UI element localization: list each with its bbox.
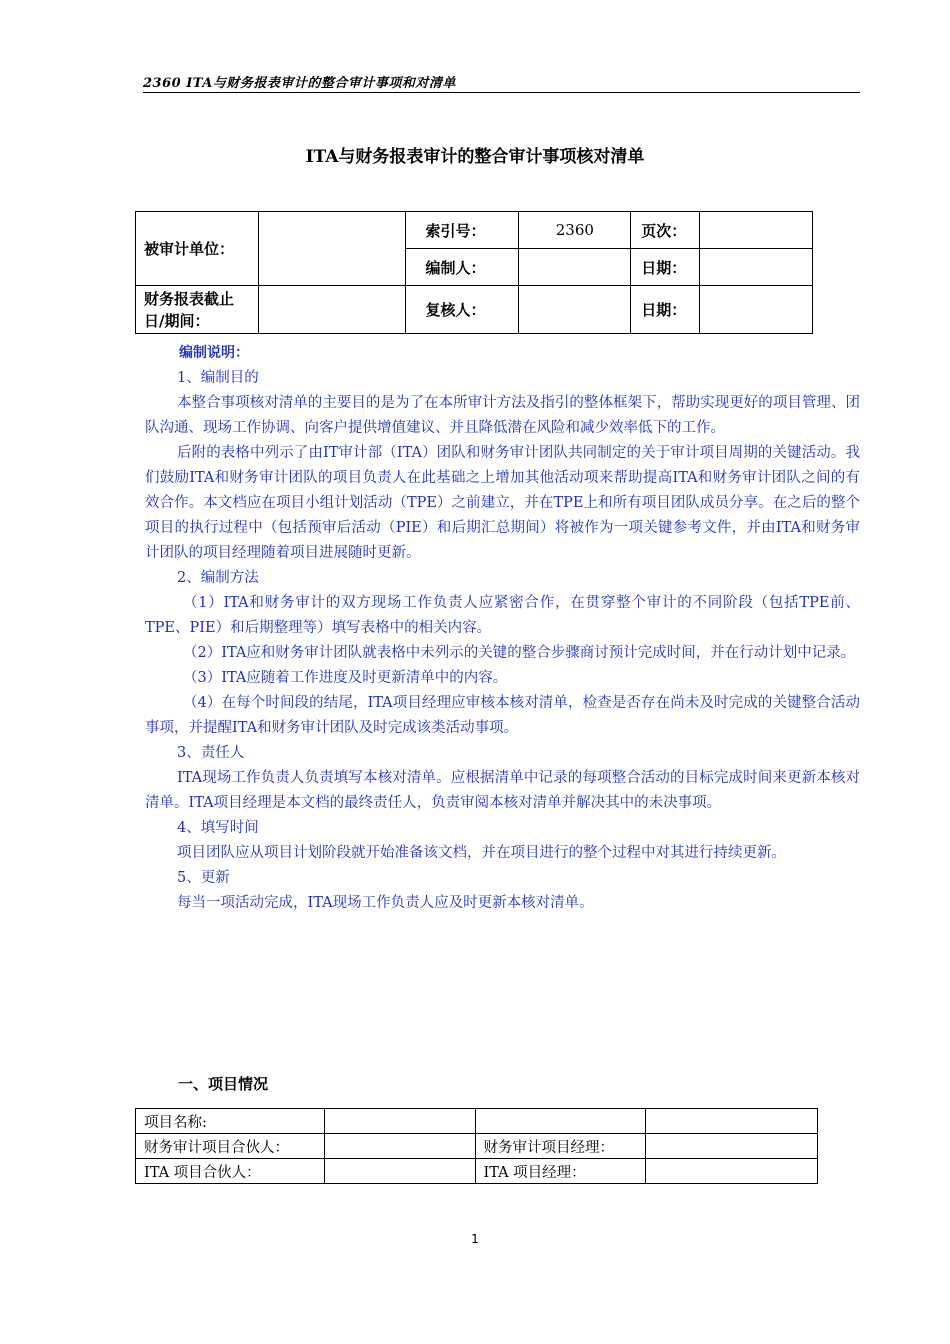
empty-cell[interactable] <box>475 1109 646 1134</box>
section-5-paragraph: 每当一项活动完成，ITA现场工作负责人应及时更新本核对清单。 <box>177 895 594 911</box>
preparer-label: 编制人： <box>405 249 519 286</box>
prepared-date-label: 日期： <box>631 249 700 286</box>
instructions-heading: 编制说明： <box>179 345 249 361</box>
section-2-title: 2、编制方法 <box>177 570 259 586</box>
ita-manager-label: ITA 项目经理： <box>475 1159 646 1184</box>
section-4-title: 4、填写时间 <box>177 820 259 836</box>
index-value: 2360 <box>519 212 631 249</box>
section-2-item-2: （2）ITA应和财务审计团队就表格中未列示的关键的整合步骤商讨预计完成时间，并在行动计划中记录。 <box>183 645 856 661</box>
empty-cell[interactable] <box>646 1109 818 1134</box>
fin-partner-value[interactable] <box>324 1134 475 1159</box>
section-3-paragraph: ITA现场工作负责人负责填写本核对清单。应根据清单中记录的每项整合活动的目标完成时间来更新本核对清单。ITA项目经理是本文档的最终责任人，负责审阅本核对清单并解决其中的未决事项。 <box>145 770 860 811</box>
project-info-table <box>135 1108 818 1184</box>
section-2-item-3: （3）ITA应随着工作进度及时更新清单中的内容。 <box>183 670 508 686</box>
section-1-paragraph-2: 后附的表格中列示了由IT审计部（ITA）团队和财务审计团队共同制定的关于审计项目周期的关键活动。我们鼓励ITA和财务审计团队的项目负责人在此基础之上增加其他活动项来帮助提高ITA和财务审计团队之间的有效合作。本文档应在项目小组计划活动（TPE）之前建立，并在TPE上和所有项目团队成员分享。在之后的整个项目的执行过程中（包括预审后活动（PIE）和后期汇总期间）将被作为一项关键参考文件，并由ITA和财务审计团队的项目经理随着项目进展随时更新。 <box>145 445 860 561</box>
audit-info-table <box>135 211 813 334</box>
page-label: 页次： <box>631 212 700 249</box>
index-label: 索引号： <box>405 212 519 249</box>
section-2-item-4: （4）在每个时间段的结尾，ITA项目经理应审核本核对清单，检查是否存在尚未及时完成的关键整合活动事项，并提醒ITA和财务审计团队及时完成该类活动事项。 <box>145 695 860 736</box>
instructions-section <box>145 341 860 916</box>
section-2-item-1: （1）ITA和财务审计的双方现场工作负责人应紧密合作，在贯穿整个审计的不同阶段（包括TPE前、TPE、PIE）和后期整理等）填写表格中的相关内容。 <box>145 595 860 636</box>
fin-manager-value[interactable] <box>646 1134 818 1159</box>
project-name-value[interactable] <box>324 1109 475 1134</box>
fin-partner-label: 财务审计项目合伙人： <box>136 1134 325 1159</box>
page-value[interactable] <box>700 212 813 249</box>
section-4-paragraph: 项目团队应从项目计划阶段就开始准备该文档，并在项目进行的整个过程中对其进行持续更新。 <box>177 845 786 861</box>
section-1-title: 1、编制目的 <box>177 370 259 386</box>
auditee-value[interactable] <box>258 212 405 286</box>
section-1-paragraph-1: 本整合事项核对清单的主要目的是为了在本所审计方法及指引的整体框架下，帮助实现更好的项目管理、团队沟通、现场工作协调、向客户提供增值建议、并且降低潜在风险和减少效率低下的工作。 <box>145 395 860 436</box>
running-header: 2360 ITA与财务报表审计的整合审计事项和对清单 <box>143 72 860 93</box>
preparer-value[interactable] <box>519 249 631 286</box>
section-5-title: 5、更新 <box>177 870 230 886</box>
section-3-title: 3、责任人 <box>177 745 245 761</box>
page-number: 1 <box>471 1232 479 1246</box>
prepared-date-value[interactable] <box>700 249 813 286</box>
auditee-label: 被审计单位： <box>136 212 259 286</box>
project-name-label: 项目名称: <box>136 1109 325 1134</box>
ita-partner-value[interactable] <box>324 1159 475 1184</box>
reviewer-label: 复核人： <box>405 286 519 334</box>
ita-partner-label: ITA 项目合伙人： <box>136 1159 325 1184</box>
reviewed-date-value[interactable] <box>700 286 813 334</box>
fin-manager-label: 财务审计项目经理： <box>475 1134 646 1159</box>
period-value[interactable] <box>258 286 405 334</box>
document-title: ITA与财务报表审计的整合审计事项核对清单 <box>305 147 645 167</box>
reviewed-date-label: 日期： <box>631 286 700 334</box>
reviewer-value[interactable] <box>519 286 631 334</box>
project-info-title: 一、项目情况 <box>178 1075 269 1093</box>
period-label: 财务报表截止日/期间： <box>136 286 259 334</box>
ita-manager-value[interactable] <box>646 1159 818 1184</box>
